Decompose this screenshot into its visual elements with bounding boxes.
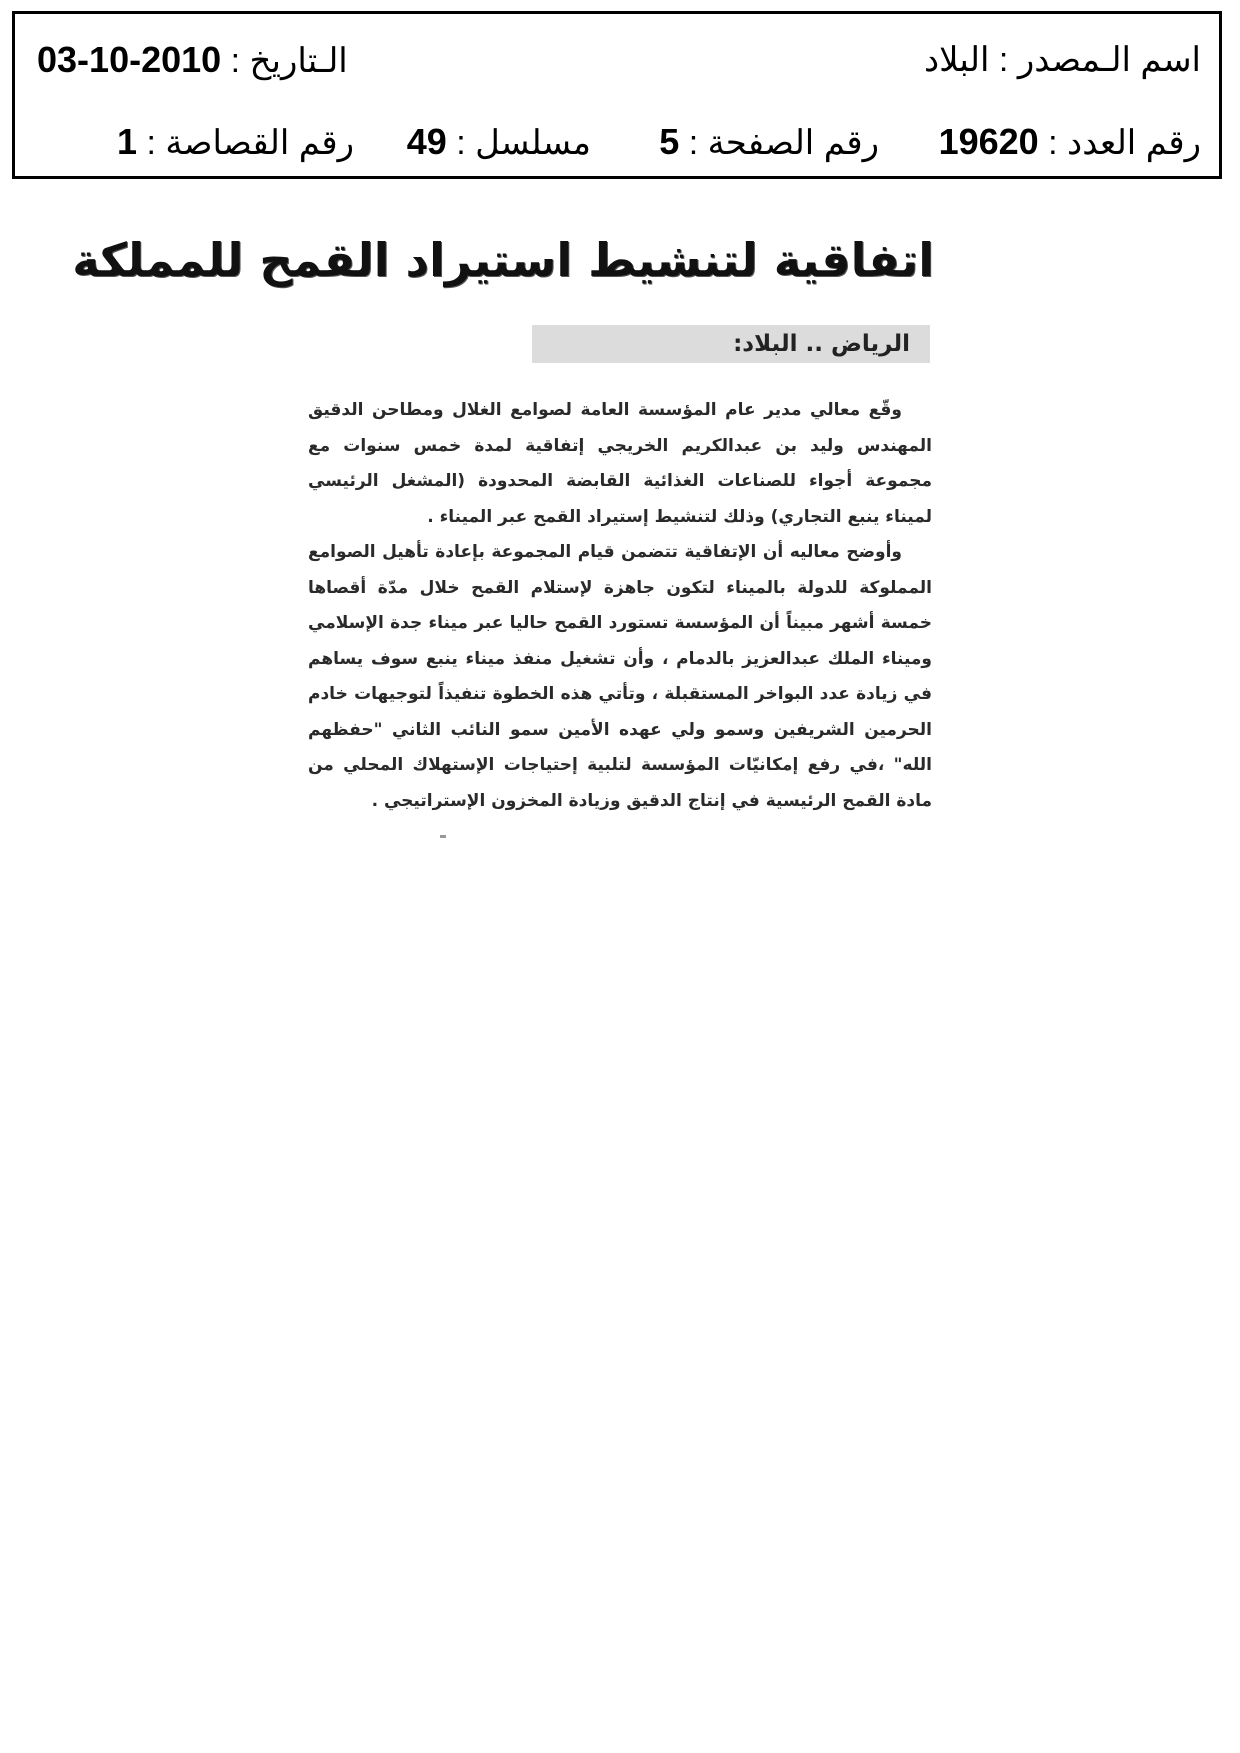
- scan-artifact: [440, 835, 446, 838]
- source-name: اسم الـمصدر : البلاد: [923, 41, 1201, 79]
- article-headline: اتفاقية لتنشيط استيراد القمح للمملكة: [72, 233, 934, 287]
- metadata-row-2: [15, 122, 1219, 182]
- serial-value: 49: [406, 121, 447, 162]
- byline-bar: [532, 325, 930, 363]
- serial-label: مسلسل :: [456, 124, 591, 162]
- publication-date: [37, 40, 348, 81]
- clip-label: رقم القصاصة :: [146, 124, 355, 162]
- clipping-number: [117, 122, 354, 163]
- article-body: [308, 393, 932, 819]
- article-byline: الرياض .. البلاد:: [733, 331, 910, 357]
- date-value: 2010-10-03: [37, 39, 222, 80]
- serial-number: [407, 122, 591, 163]
- clipping-metadata-box: [12, 11, 1222, 179]
- newspaper-clipping: [72, 225, 940, 845]
- clip-value: 1: [117, 121, 138, 162]
- issue-value: 19620: [938, 121, 1039, 162]
- article-paragraph-1: وقّع معالي مدير عام المؤسسة العامة لصوامع الغلال ومطاحن الدقيق المهندس وليد بن عبدالكريم الخريجي إتفاقية لمدة خمس سنوات مع مجموعة أجواء للصناعات الغذائية القابضة المحدودة (المشغل الرئيسي لميناء ينبع التجاري) وذلك لتنشيط إستيراد القمح عبر الميناء .: [308, 400, 932, 527]
- issue-label: رقم العدد :: [1048, 124, 1201, 162]
- metadata-row-1: [15, 40, 1219, 100]
- article-paragraph-2: وأوضح معاليه أن الإتفاقية تتضمن قيام المجموعة بإعادة تأهيل الصوامع المملوكة للدولة بالميناء لتكون جاهزة لإستلام القمح خلال مدّة أقصاها خمسة أشهر مبيناً أن المؤسسة تستورد القمح حاليا عبر ميناء جدة الإسلامي وميناء الملك عبدالعزيز بالدمام ، وأن تشغيل منفذ ميناء ينبع سوف يساهم في زيادة عدد البواخر المستقبلة ، وتأتي هذه الخطوة تنفيذاً لتوجيهات خادم الحرمين الشريفين وسمو ولي عهده الأمين سمو النائب الثاني "حفظهم الله" ،في رفع إمكانيّات المؤسسة لتلبية إحتياجات الإستهلاك المحلي من مادة القمح الرئيسية في إنتاج الدقيق وزيادة المخزون الإستراتيجي .: [308, 542, 932, 811]
- issue-number: [939, 122, 1201, 163]
- page-label: رقم الصفحة :: [688, 124, 879, 162]
- page-value: 5: [659, 121, 680, 162]
- date-label: الـتاريخ :: [230, 42, 348, 80]
- page-number: [659, 122, 879, 163]
